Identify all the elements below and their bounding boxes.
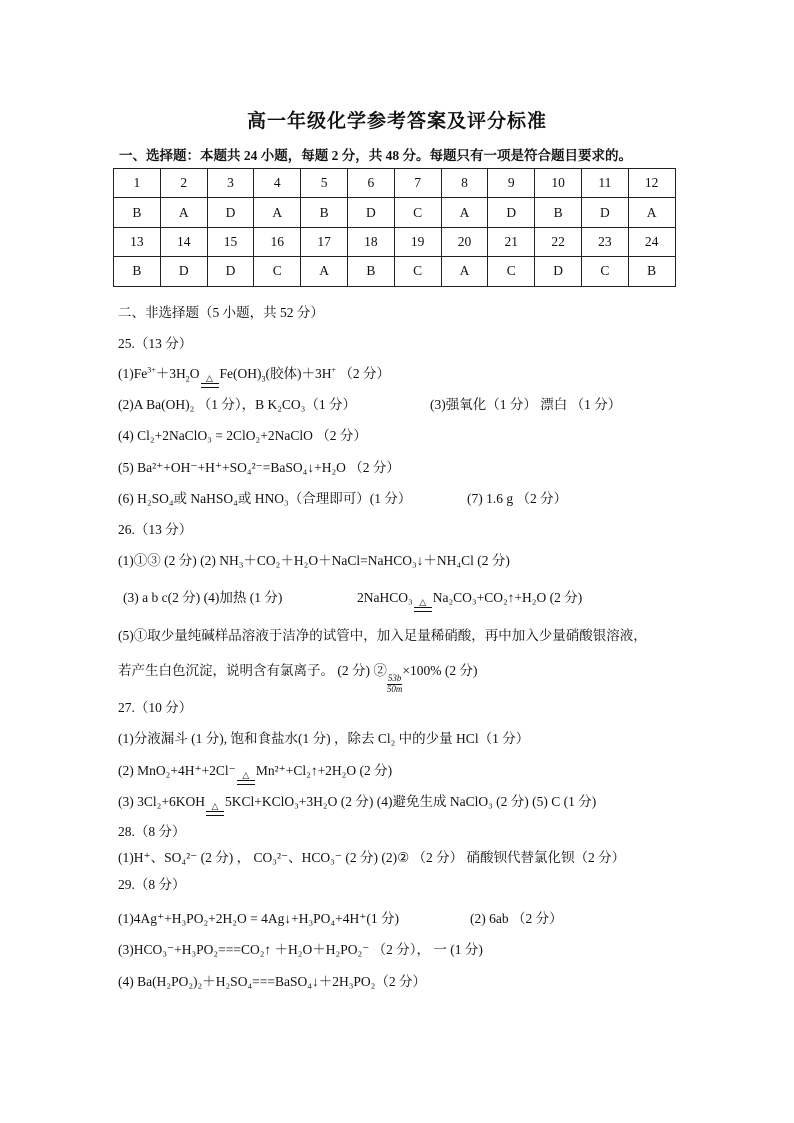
table-cell: 15 (207, 227, 254, 256)
q27-line-1: (1)分液漏斗 (1 分), 饱和食盐水(1 分) ，除去 Cl₂ 中的少量 HCl（1 分） (118, 731, 530, 746)
heat-equals-sign: △ (414, 598, 432, 612)
table-cell: 20 (441, 227, 488, 256)
table-row (114, 169, 676, 198)
q28-heading: 28.（8 分） (118, 824, 186, 839)
q26-line-2a: (3) a b c(2 分) (4)加热 (1 分) (123, 590, 283, 605)
table-cell: C (581, 257, 628, 286)
q25-line-3: (4) Cl₂+2NaClO₃ = 2ClO₂+2NaClO （2 分） (118, 428, 367, 443)
page-title: 高一年级化学参考答案及评分标准 (246, 111, 547, 132)
table-cell: 8 (441, 169, 488, 198)
table-cell: 24 (628, 227, 675, 256)
table-row (114, 198, 676, 227)
table-cell: C (488, 257, 535, 286)
table-cell: 12 (628, 169, 675, 198)
fraction: $\frac{53b}{50m}$ (386, 673, 403, 694)
q25-line-2: (2)A Ba(OH)₂ （1 分），B K₂CO₃（1 分） (118, 397, 356, 412)
table-cell: C (254, 257, 301, 286)
table-cell: B (535, 198, 582, 227)
table-cell: 7 (394, 169, 441, 198)
q26-line-3: (5)①取少量纯碱样品溶液于洁净的试管中，加入足量稀硝酸，再中加入少量硝酸银溶液， (118, 628, 647, 643)
table-cell: B (347, 257, 394, 286)
q26-line-2b: 2NaHCO₃ △ Na₂CO₃+CO₂↑+H₂O (2 分) (357, 586, 582, 612)
q27-line-2: (2) MnO₂+4H⁺+2Cl⁻ △ Mn²⁺+Cl₂↑+2H₂O (2 分) (118, 759, 392, 785)
table-cell: D (535, 257, 582, 286)
table-cell: 18 (347, 227, 394, 256)
table-cell: D (207, 198, 254, 227)
table-cell: 10 (535, 169, 582, 198)
q29-line-2: (3)HCO₃⁻+H₃PO₂===CO₂↑ ＋H₂O＋H₂PO₂⁻ （2 分）， 一 (1 分) (118, 942, 483, 957)
table-cell: 21 (488, 227, 535, 256)
table-cell: 22 (535, 227, 582, 256)
table-cell: B (301, 198, 348, 227)
heat-equals-sign: △ (201, 374, 219, 388)
table-row (114, 227, 676, 256)
table-cell: A (160, 198, 207, 227)
section-1-heading: 一、选择题：本题共 24 小题，每题 2 分，共 48 分。每题只有一项是符合题目要求的。 (119, 148, 632, 163)
table-cell: D (581, 198, 628, 227)
q25-heading: 25.（13 分） (118, 336, 193, 351)
table-cell: 19 (394, 227, 441, 256)
q29-heading: 29.（8 分） (118, 877, 186, 892)
heat-equals-sign: △ (206, 802, 224, 816)
q27-heading: 27.（10 分） (118, 700, 193, 715)
q26-heading: 26.（13 分） (118, 522, 193, 537)
table-cell: 3 (207, 169, 254, 198)
table-cell: 11 (581, 169, 628, 198)
table-cell: B (628, 257, 675, 286)
section-2-heading: 二、非选择题（5 小题，共 52 分） (118, 305, 324, 320)
table-cell: 23 (581, 227, 628, 256)
heat-equals-sign: △ (237, 771, 255, 785)
q25-line-2b: (3)强氧化（1 分） 漂白 （1 分） (430, 397, 622, 412)
table-cell: 13 (114, 227, 161, 256)
q26-line-4: 若产生白色沉淀，说明含有氯离子。 (2 分) ② $\frac{53b}{50m}$ ×100% (2 分) (118, 663, 478, 694)
q29-line-1: (1)4Ag⁺+H₃PO₂+2H₂O = 4Ag↓+H₃PO₄+4H⁺(1 分) (118, 911, 399, 926)
table-cell: C (394, 198, 441, 227)
q27-line-3: (3) 3Cl₂+6KOH △ 5KCl+KClO₃+3H₂O (2 分) (4)避免生成 NaClO₃ (2 分) (5) C (1 分) (118, 790, 596, 816)
table-cell: A (301, 257, 348, 286)
table-cell: 1 (114, 169, 161, 198)
table-cell: A (628, 198, 675, 227)
table-cell: D (347, 198, 394, 227)
q28-line-1: (1)H⁺、SO₄²⁻ (2 分) ， CO₃²⁻、HCO₃⁻ (2 分) (2)② （2 分） 硝酸钡代替氯化钡（2 分） (118, 850, 626, 865)
q29-line-3: (4) Ba(H₂PO₂)₂＋H₂SO₄===BaSO₄↓＋2H₃PO₂（2 分） (118, 974, 426, 989)
table-cell: 17 (301, 227, 348, 256)
table-cell: 4 (254, 169, 301, 198)
table-cell: B (114, 198, 161, 227)
q26-line-1: (1)①③ (2 分) (2) NH₃＋CO₂＋H₂O＋NaCl=NaHCO₃↓＋NH₄Cl (2 分) (118, 553, 510, 568)
table-cell: 2 (160, 169, 207, 198)
table-cell: 6 (347, 169, 394, 198)
table-cell: B (114, 257, 161, 286)
q25-line-4: (5) Ba²⁺+OH⁻+H⁺+SO₄²⁻=BaSO₄↓+H₂O （2 分） (118, 460, 400, 475)
table-cell: 16 (254, 227, 301, 256)
table-cell: A (254, 198, 301, 227)
table-cell: A (441, 257, 488, 286)
table-cell: A (441, 198, 488, 227)
answer-table (113, 168, 676, 287)
q25-line-1: $(1)Fe^{3+}+3H_2O$ △ $Fe(OH)_3$(胶体)＋3H+ （2 分） (118, 362, 390, 388)
table-cell: 9 (488, 169, 535, 198)
table-cell: D (207, 257, 254, 286)
table-cell: C (394, 257, 441, 286)
q29-line-1b: (2) 6ab （2 分） (470, 911, 563, 926)
q25-line-5b: (7) 1.6 g （2 分） (467, 491, 568, 506)
table-cell: D (488, 198, 535, 227)
table-row (114, 257, 676, 286)
table-cell: 14 (160, 227, 207, 256)
q25-line-5: (6) H₂SO₄或 NaHSO₄或 HNO₃（合理即可）(1 分） (118, 491, 412, 506)
table-cell: D (160, 257, 207, 286)
table-cell: 5 (301, 169, 348, 198)
